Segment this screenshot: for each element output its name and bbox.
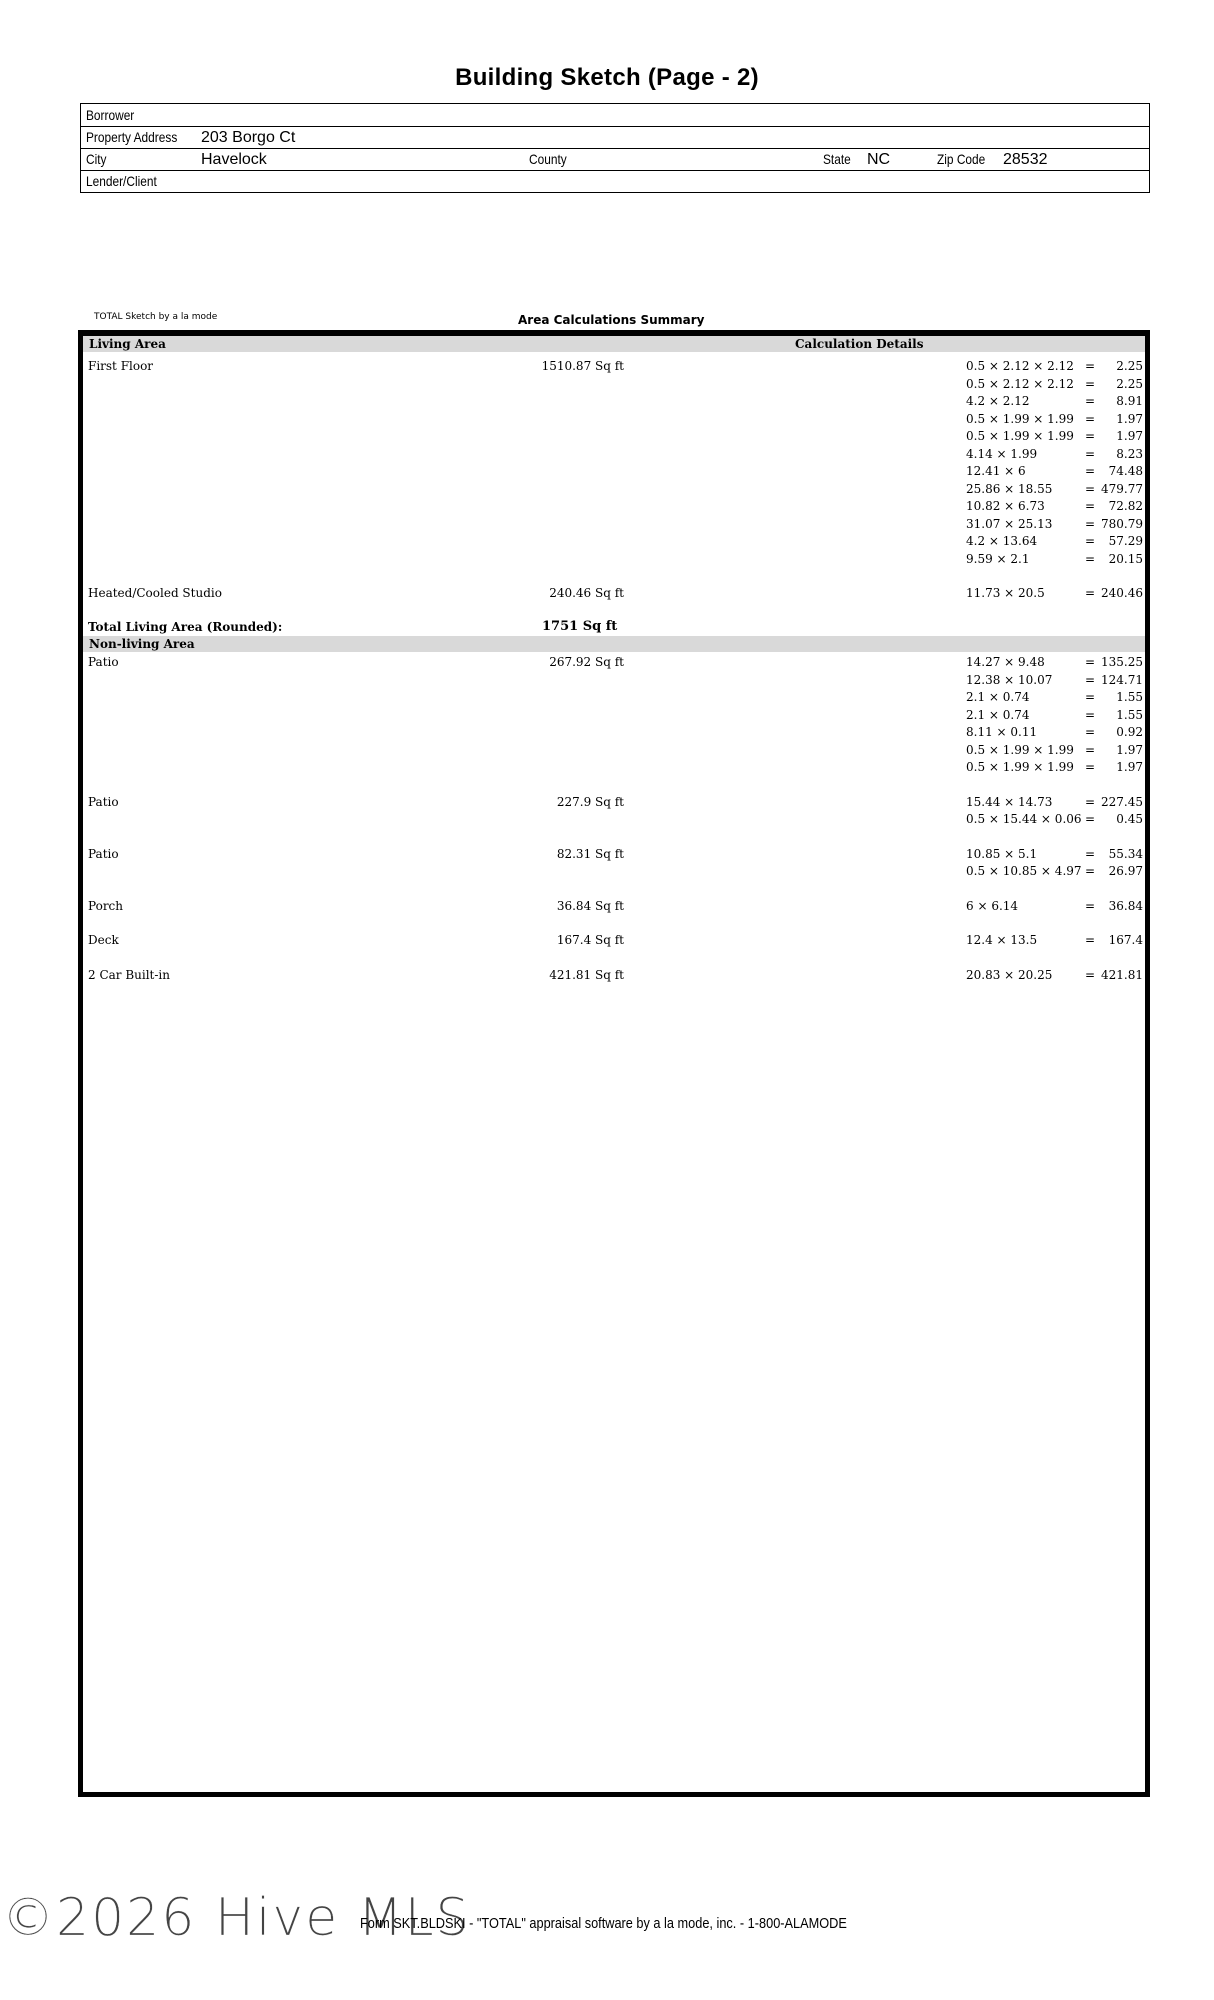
nonliving-area-header-band bbox=[83, 636, 1145, 652]
calc-equals: = bbox=[1085, 586, 1096, 600]
calc-equals: = bbox=[1085, 481, 1096, 496]
calc-expression: 0.5 × 1.99 × 1.99 bbox=[966, 429, 1074, 443]
sketch-software-label: TOTAL Sketch by a la mode bbox=[94, 312, 218, 322]
nonliving-area-item-sq-ft: 421.81 Sq ft bbox=[549, 967, 624, 982]
calculation-details-header: Calculation Details bbox=[795, 337, 924, 351]
address-value: 203 Borgo Ct bbox=[201, 129, 296, 146]
calc-expression: 10.85 × 5.1 bbox=[966, 846, 1038, 861]
calc-result: 20.15 bbox=[1108, 551, 1143, 566]
calc-expression: 20.83 × 20.25 bbox=[966, 967, 1053, 982]
living-area-item-sq-ft: 1510.87 Sq ft bbox=[541, 359, 624, 373]
calc-expression: 4.14 × 1.99 bbox=[966, 446, 1038, 461]
living-area-item-name: First Floor bbox=[88, 359, 154, 373]
calc-result: 1.97 bbox=[1116, 760, 1143, 774]
calc-expression: 14.27 × 9.48 bbox=[966, 655, 1045, 669]
calc-equals: = bbox=[1085, 690, 1096, 704]
calc-result: 55.34 bbox=[1108, 846, 1143, 861]
city-label: City bbox=[86, 151, 107, 167]
calc-equals: = bbox=[1085, 898, 1096, 913]
calc-expression: 2.1 × 0.74 bbox=[966, 690, 1030, 704]
calc-result: 421.81 bbox=[1101, 967, 1143, 982]
calc-result: 57.29 bbox=[1108, 534, 1143, 548]
nonliving-area-header: Non-living Area bbox=[89, 637, 195, 651]
calc-result: 1.97 bbox=[1116, 429, 1143, 443]
calc-result: 780.79 bbox=[1101, 516, 1143, 531]
calc-equals: = bbox=[1085, 864, 1096, 878]
calc-equals: = bbox=[1085, 794, 1096, 809]
header-info-box bbox=[80, 103, 1150, 193]
living-area-header: Living Area bbox=[89, 337, 166, 351]
calc-result: 227.45 bbox=[1101, 794, 1143, 809]
calc-equals: = bbox=[1085, 812, 1096, 826]
calc-result: 124.71 bbox=[1101, 672, 1143, 687]
borrower-row bbox=[81, 104, 1149, 127]
total-living-value: 1751 Sq ft bbox=[542, 619, 618, 634]
calc-equals: = bbox=[1085, 967, 1096, 982]
calc-result: 36.84 bbox=[1108, 898, 1143, 913]
calc-equals: = bbox=[1085, 359, 1096, 373]
borrower-label: Borrower bbox=[86, 107, 135, 123]
calc-expression: 0.5 × 1.99 × 1.99 bbox=[966, 742, 1074, 757]
nonliving-area-item-sq-ft: 36.84 Sq ft bbox=[556, 898, 624, 913]
nonliving-area-item-name: 2 Car Built-in bbox=[88, 967, 171, 982]
calc-expression: 11.73 × 20.5 bbox=[966, 586, 1045, 600]
calc-result: 240.46 bbox=[1101, 586, 1143, 600]
area-summary-frame bbox=[78, 330, 1150, 1797]
calc-result: 1.55 bbox=[1116, 690, 1143, 704]
calc-expression: 15.44 × 14.73 bbox=[966, 794, 1053, 809]
calc-result: 1.55 bbox=[1116, 707, 1143, 722]
calc-expression: 4.2 × 2.12 bbox=[966, 394, 1030, 408]
calc-equals: = bbox=[1085, 376, 1096, 391]
calc-expression: 31.07 × 25.13 bbox=[966, 516, 1053, 531]
calc-expression: 12.4 × 13.5 bbox=[966, 933, 1038, 947]
calc-result: 135.25 bbox=[1101, 655, 1143, 669]
calc-equals: = bbox=[1085, 655, 1096, 669]
calc-equals: = bbox=[1085, 534, 1096, 548]
calc-result: 1.97 bbox=[1116, 742, 1143, 757]
nonliving-area-item-name: Deck bbox=[88, 933, 119, 947]
calc-result: 2.25 bbox=[1116, 359, 1143, 373]
calc-equals: = bbox=[1085, 411, 1096, 426]
calc-expression: 4.2 × 13.64 bbox=[966, 534, 1038, 548]
calc-expression: 0.5 × 1.99 × 1.99 bbox=[966, 760, 1074, 774]
calc-result: 8.91 bbox=[1116, 394, 1143, 408]
total-living-label: Total Living Area (Rounded): bbox=[88, 620, 283, 634]
calc-equals: = bbox=[1085, 933, 1096, 947]
calc-result: 0.92 bbox=[1116, 725, 1143, 739]
nonliving-area-item-sq-ft: 82.31 Sq ft bbox=[556, 846, 624, 861]
calc-equals: = bbox=[1085, 725, 1096, 739]
nonliving-area-item-sq-ft: 167.4 Sq ft bbox=[556, 933, 624, 947]
calc-equals: = bbox=[1085, 846, 1096, 861]
calc-result: 8.23 bbox=[1116, 446, 1143, 461]
calc-equals: = bbox=[1085, 394, 1096, 408]
nonliving-area-item-sq-ft: 227.9 Sq ft bbox=[556, 794, 624, 809]
state-label: State bbox=[823, 151, 851, 167]
nonliving-area-item-name: Porch bbox=[88, 898, 123, 913]
calc-equals: = bbox=[1085, 551, 1096, 566]
calc-equals: = bbox=[1085, 672, 1096, 687]
calc-result: 479.77 bbox=[1101, 481, 1143, 496]
calc-equals: = bbox=[1085, 499, 1096, 513]
footer-text: Form SKT.BLDSKI - "TOTAL" appraisal software by a la mode, inc. - 1-800-ALAMODE bbox=[360, 1915, 847, 1932]
calc-equals: = bbox=[1085, 429, 1096, 443]
calc-result: 167.4 bbox=[1108, 933, 1143, 947]
calc-expression: 8.11 × 0.11 bbox=[966, 725, 1038, 739]
address-row bbox=[81, 126, 1149, 149]
living-area-item-name: Heated/Cooled Studio bbox=[88, 586, 222, 600]
calc-equals: = bbox=[1085, 464, 1096, 478]
calc-result: 26.97 bbox=[1108, 864, 1143, 878]
living-area-header-band bbox=[83, 336, 1145, 352]
calc-expression: 9.59 × 2.1 bbox=[966, 551, 1030, 566]
calc-expression: 25.86 × 18.55 bbox=[966, 481, 1053, 496]
calc-result: 2.25 bbox=[1116, 376, 1143, 391]
calc-expression: 12.38 × 10.07 bbox=[966, 672, 1053, 687]
nonliving-area-item-sq-ft: 267.92 Sq ft bbox=[549, 655, 624, 669]
living-area-item-sq-ft: 240.46 Sq ft bbox=[549, 586, 624, 600]
nonliving-area-item-name: Patio bbox=[88, 794, 119, 809]
watermark: ©2026 Hive MLS bbox=[2, 1888, 471, 1948]
zip-label: Zip Code bbox=[937, 151, 986, 167]
calc-expression: 6 × 6.14 bbox=[966, 898, 1019, 913]
calc-result: 1.97 bbox=[1116, 411, 1143, 426]
calc-expression: 0.5 × 1.99 × 1.99 bbox=[966, 411, 1074, 426]
calc-equals: = bbox=[1085, 446, 1096, 461]
lender-row bbox=[81, 170, 1149, 192]
calc-result: 0.45 bbox=[1116, 812, 1143, 826]
calc-expression: 0.5 × 2.12 × 2.12 bbox=[966, 359, 1074, 373]
county-label: County bbox=[529, 151, 567, 167]
calc-expression: 10.82 × 6.73 bbox=[966, 499, 1045, 513]
calc-expression: 2.1 × 0.74 bbox=[966, 707, 1030, 722]
calc-equals: = bbox=[1085, 742, 1096, 757]
calc-expression: 0.5 × 2.12 × 2.12 bbox=[966, 376, 1074, 391]
calc-expression: 12.41 × 6 bbox=[966, 464, 1026, 478]
page-title: Building Sketch (Page - 2) bbox=[455, 64, 759, 91]
calc-expression: 0.5 × 10.85 × 4.97 bbox=[966, 864, 1082, 878]
calc-result: 72.82 bbox=[1108, 499, 1143, 513]
city-row bbox=[81, 148, 1149, 171]
lender-label: Lender/Client bbox=[86, 173, 157, 189]
address-label: Property Address bbox=[86, 129, 178, 145]
calc-equals: = bbox=[1085, 707, 1096, 722]
summary-title: Area Calculations Summary bbox=[518, 313, 705, 327]
zip-value: 28532 bbox=[1003, 151, 1048, 168]
calc-result: 74.48 bbox=[1108, 464, 1143, 478]
calc-expression: 0.5 × 15.44 × 0.06 bbox=[966, 812, 1082, 826]
calc-equals: = bbox=[1085, 760, 1096, 774]
nonliving-area-item-name: Patio bbox=[88, 846, 119, 861]
city-value: Havelock bbox=[201, 151, 267, 168]
state-value: NC bbox=[867, 151, 891, 168]
nonliving-area-item-name: Patio bbox=[88, 655, 119, 669]
calc-equals: = bbox=[1085, 516, 1096, 531]
